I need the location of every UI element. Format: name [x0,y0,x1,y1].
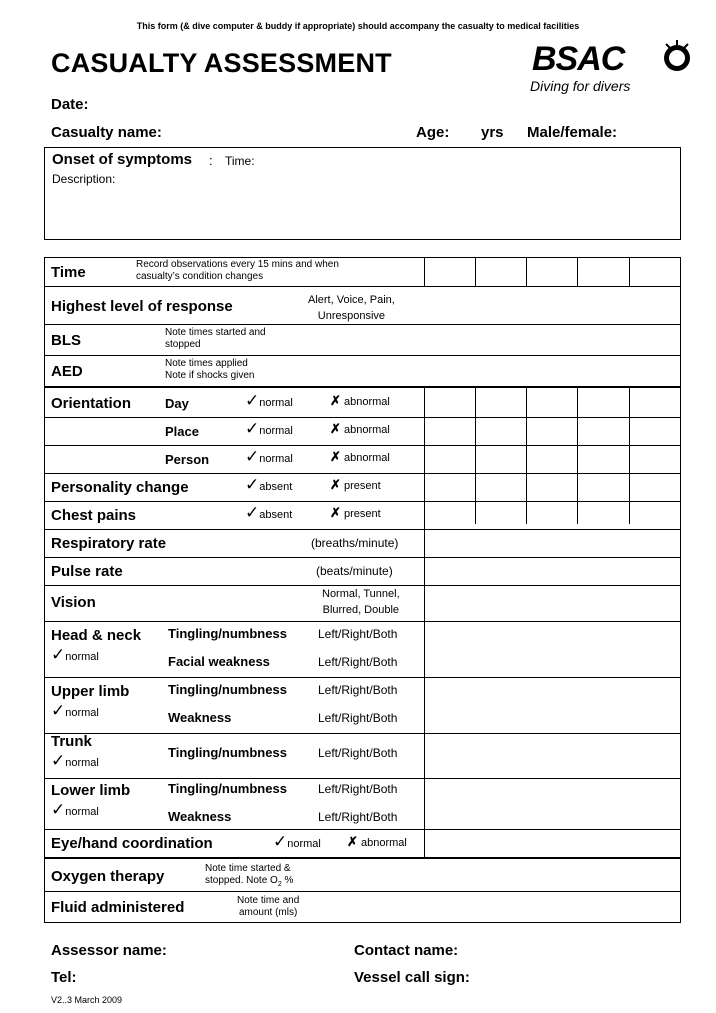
trunk-sides1: Left/Right/Both [318,746,398,760]
check-icon: ✓ [245,419,260,438]
casualty-name-label: Casualty name: [51,124,162,141]
lower-limb-sub2: Weakness [168,809,232,824]
check-icon: ✓ [51,751,66,770]
diver-head-icon [660,38,694,78]
check-icon: ✓ [51,701,66,720]
check-icon: ✓ [245,503,260,522]
head-neck-sub2: Facial weakness [168,654,270,669]
onset-description-label: Description: [52,172,116,186]
assessor-name-label: Assessor name: [51,942,167,959]
logo-tagline: Diving for divers [530,78,631,94]
day-abnormal-option: ✗ abnormal [330,393,390,408]
fluid-row-note: Note time and amount (mls) [237,895,300,918]
head-neck-normal-option: ✓normal [51,645,99,664]
age-label: Age: [416,124,450,141]
head-neck-sub1: Tingling/numbness [168,626,287,641]
place-normal-option: ✓normal [245,419,293,438]
personality-present-option: ✗ present [330,477,381,492]
orientation-day-label: Day [165,396,189,411]
head-neck-sides2: Left/Right/Both [318,655,398,669]
cross-icon: ✗ [330,421,341,436]
check-icon: ✓ [51,800,66,819]
response-row-note: Alert, Voice, Pain, Unresponsive [308,294,395,322]
aed-row-note: Note times applied Note if shocks given [165,358,255,381]
eye-hand-abnormal-option: ✗ abnormal [347,834,407,849]
tel-label: Tel: [51,969,77,986]
time-row-note: Record observations every 15 mins and when casualty’s condition changes [136,259,339,282]
bls-row-label: BLS [51,332,81,349]
contact-name-label: Contact name: [354,942,459,959]
personality-row-label: Personality change [51,479,189,496]
onset-box: Onset of symptoms : Time: Description: [44,147,681,240]
person-normal-option: ✓normal [245,447,293,466]
page-title: CASUALTY ASSESSMENT [51,48,392,78]
bsac-logo [530,38,696,96]
respiratory-row-label: Respiratory rate [51,535,167,552]
orientation-row-label: Orientation [51,395,132,412]
version-text: V2..3 March 2009 [51,995,123,1005]
logo-brand: BSAC [532,40,625,78]
check-icon: ✓ [273,832,288,851]
check-icon: ✓ [51,645,66,664]
chest-present-option: ✗ present [330,505,381,520]
cross-icon: ✗ [330,477,341,492]
observation-grid [44,257,681,923]
fluid-row-label: Fluid administered [51,899,185,916]
sex-label: Male/female: [527,124,618,141]
upper-limb-sub1: Tingling/numbness [168,682,287,697]
upper-limb-row-label: Upper limb [51,683,130,700]
upper-limb-normal-option: ✓normal [51,701,99,720]
eye-hand-normal-option: ✓normal [273,832,321,851]
vessel-call-sign-label: Vessel call sign: [354,969,470,986]
head-neck-row-label: Head & neck [51,627,142,644]
cross-icon: ✗ [330,505,341,520]
lower-limb-sides2: Left/Right/Both [318,810,398,824]
oxygen-row-note: Note time started & stopped. Note $O_2$ % [205,863,294,888]
yrs-label: yrs [481,124,504,141]
cross-icon: ✗ [347,834,358,849]
cross-icon: ✗ [330,393,341,408]
check-icon: ✓ [245,475,260,494]
lower-limb-sides1: Left/Right/Both [318,782,398,796]
person-abnormal-option: ✗ abnormal [330,449,390,464]
oxygen-row-label: Oxygen therapy [51,868,165,885]
upper-limb-sides2: Left/Right/Both [318,711,398,725]
lower-limb-row-label: Lower limb [51,782,131,799]
chest-row-label: Chest pains [51,507,137,524]
respiratory-unit: (breaths/minute) [311,536,399,550]
trunk-normal-option: ✓normal [51,751,99,770]
notice-text: This form (& dive computer & buddy if appropriate) should accompany the casualty to medical facilities [136,21,580,31]
trunk-row-label: Trunk [51,733,92,750]
upper-limb-sub2: Weakness [168,710,232,725]
chest-absent-option: ✓absent [245,503,293,522]
check-icon: ✓ [245,447,260,466]
vision-note: Normal, Tunnel, Blurred, Double [322,588,400,616]
orientation-person-label: Person [165,452,210,467]
time-row-label: Time [51,264,86,281]
cross-icon: ✗ [330,449,341,464]
trunk-sub1: Tingling/numbness [168,745,287,760]
head-neck-sides1: Left/Right/Both [318,627,398,641]
onset-title: Onset of symptoms [52,151,193,168]
date-label: Date: [51,96,89,113]
check-icon: ✓ [245,391,260,410]
lower-limb-sub1: Tingling/numbness [168,781,287,796]
onset-time-label: Time: [225,154,255,168]
place-abnormal-option: ✗ abnormal [330,421,390,436]
response-row-label: Highest level of response [51,298,233,315]
orientation-place-label: Place [165,424,199,439]
day-normal-option: ✓normal [245,391,293,410]
upper-limb-sides1: Left/Right/Both [318,683,398,697]
eye-hand-row-label: Eye/hand coordination [51,835,213,852]
lower-limb-normal-option: ✓normal [51,800,99,819]
pulse-unit: (beats/minute) [316,564,393,578]
vision-row-label: Vision [51,594,96,611]
pulse-row-label: Pulse rate [51,563,123,580]
personality-absent-option: ✓absent [245,475,293,494]
aed-row-label: AED [51,363,83,380]
bls-row-note: Note times started and stopped [165,327,266,350]
